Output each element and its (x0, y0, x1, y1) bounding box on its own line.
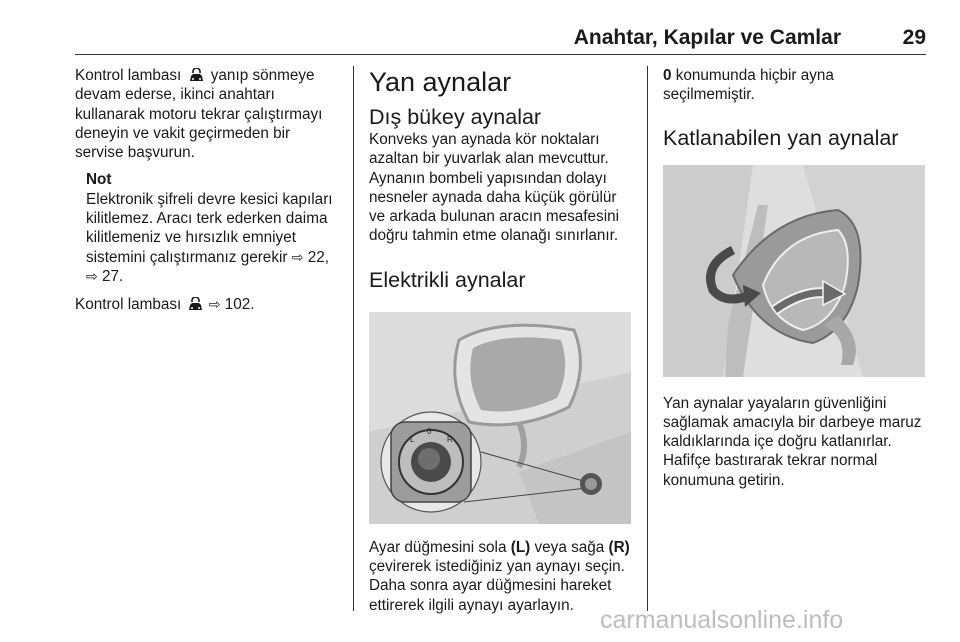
folding-mirror-illustration (663, 165, 925, 377)
column-divider (647, 66, 648, 611)
column-2 (369, 66, 631, 615)
column-1 (75, 66, 341, 315)
arrow-reference-icon: ⇨ (208, 296, 221, 313)
knob-label-left: L (410, 434, 415, 444)
page-number: 29 (902, 26, 926, 49)
xref-link[interactable]: 27. (101, 267, 124, 285)
column-3 (663, 66, 927, 490)
arrow-reference-icon: ⇨ (86, 267, 98, 284)
page-header (75, 26, 926, 52)
section-title: Anahtar, Kapılar ve Camlar (573, 26, 841, 49)
heading-electric-mirrors: Elektrikli aynalar (369, 267, 526, 292)
paragraph-zero-position: 0 konumunda hiçbir ayna seçilmemiştir. (663, 67, 834, 104)
header-rule (75, 54, 926, 55)
car-lock-icon (189, 68, 204, 82)
knob-label-off: 0 (427, 426, 432, 436)
paragraph-warning-lamp: Kontrol lambası yanıp sönmeye devam ederse, ikinci anahtarı kullanarak motoru tekrar çalıştırmayı deneyin ve vakit geçirmeden bir servise başvurun. (75, 67, 323, 162)
paragraph-folding: Yan aynalar yayaların güvenliğini sağlamak amacıyla bir darbeye maruz kaldıklarında içe doğru katlanırlar. Hafifçe bastırarak tekrar normal konumuna getirin. (663, 394, 922, 489)
heading-convex-mirrors: Dış bükey aynalar (369, 105, 542, 129)
paragraph-lamp-ref: Kontrol lambası ⇨ 102. (75, 296, 255, 314)
heading-folding-mirrors: Katlanabilen yan aynalar (663, 125, 899, 150)
column-divider (353, 66, 354, 611)
caption-mirror-switch: Ayar düğmesini sola (L) veya sağa (R) çevirerek istediğiniz yan aynayı seçin. Daha sonra ayar düğmesini hareket ettirerek ilgili aynayı ayarlayın. (369, 538, 630, 614)
knob-label-right: R (447, 434, 453, 444)
heading-side-mirrors: Yan aynalar (369, 67, 512, 97)
note-title: Not (86, 171, 112, 189)
arrow-reference-icon: ⇨ (291, 248, 304, 265)
xref-link[interactable]: 22, (307, 248, 329, 266)
mirror-switch-illustration (369, 312, 631, 524)
watermark: carmanualsonline.info (600, 606, 844, 634)
note-text: Elektronik şifreli devre kesici kapıları kilitlemez. Aracı terk ederken daima kilitlemeniz ve hırsızlık emniyet sistemini çalıştırmanız gerekir ⇨ 22, ⇨ 27. (86, 190, 333, 285)
paragraph-convex: Konveks yan aynada kör noktaları azaltan bir yuvarlak alan mevcuttur. Aynanın bombeli yapısından dolayı nesneler aynada daha küçük görülür ve arkada bulunan aracın mesafesini doğru tahmin etme olanağı sınırlanır. (369, 131, 620, 245)
xref-link[interactable]: 102. (224, 296, 255, 314)
note-box (75, 170, 341, 286)
car-lock-icon (188, 297, 203, 311)
